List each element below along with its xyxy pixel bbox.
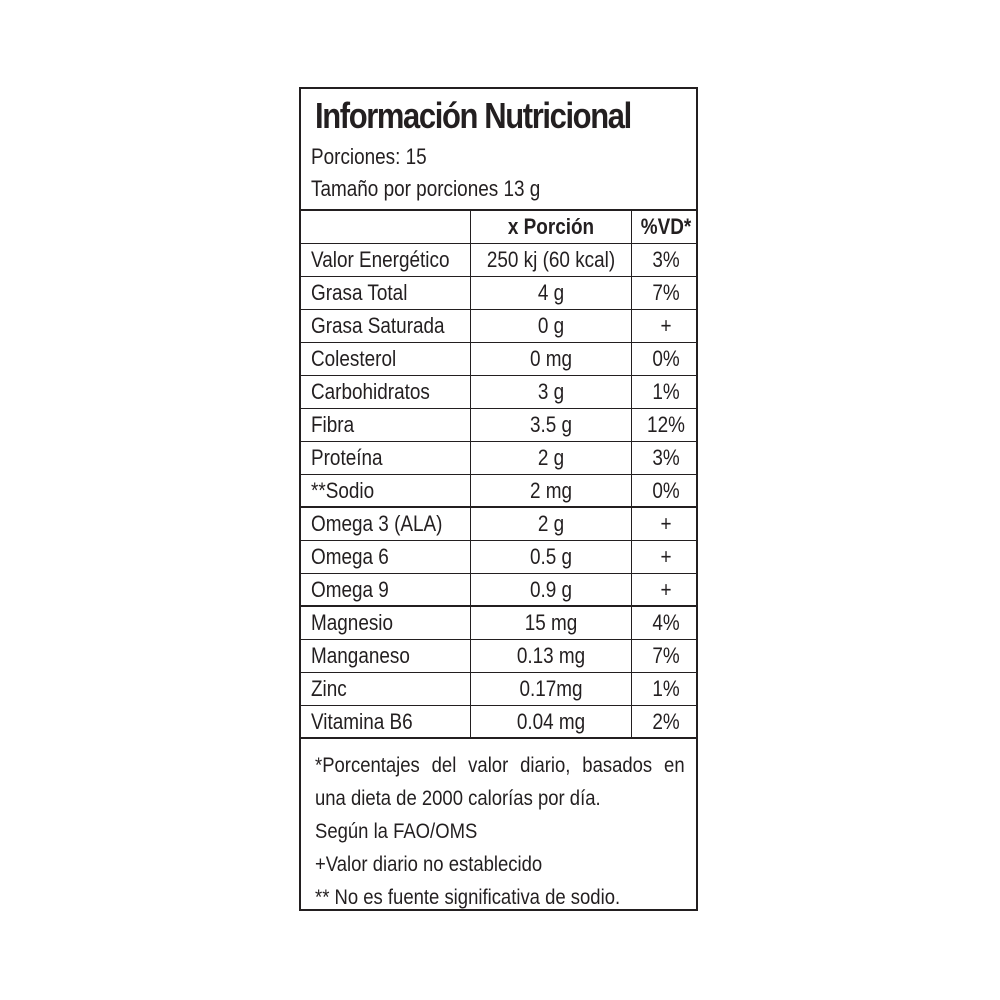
nutrient-amount: 3 g: [537, 379, 565, 404]
table-row: [301, 475, 696, 508]
nutrient-amount: 250 kj (60 kcal): [486, 247, 616, 272]
header-dv: %VD*: [640, 214, 692, 239]
nutrient-name: Omega 6: [311, 544, 389, 569]
nutrient-amount: 0.17mg: [519, 676, 583, 701]
table-row: [301, 607, 696, 640]
nutrient-amount: 2 mg: [529, 478, 573, 503]
nutrient-amount: 3.5 g: [529, 412, 573, 437]
nutrient-name: Manganeso: [311, 643, 410, 668]
nutrient-dv: +: [660, 577, 672, 602]
nutrient-name: Fibra: [311, 412, 355, 437]
nutrient-dv: 1%: [652, 676, 680, 701]
nutrient-dv: 12%: [647, 412, 685, 437]
column-divider-dv: [631, 211, 632, 739]
nutrient-dv: +: [660, 313, 672, 338]
nutrient-name: Colesterol: [311, 346, 397, 371]
table-row: [301, 574, 696, 607]
nutrient-dv: 7%: [652, 643, 680, 668]
nutrient-amount: 15 mg: [524, 610, 578, 635]
nutrient-name: Omega 3 (ALA): [311, 511, 443, 536]
nutrient-name: Omega 9: [311, 577, 389, 602]
nutrient-amount: 0.5 g: [529, 544, 573, 569]
nutrient-dv: 7%: [652, 280, 680, 305]
footnote-sodium: ** No es fuente significativa de sodio.: [315, 886, 621, 909]
table-row: [301, 343, 696, 376]
nutrient-name: Carbohidratos: [311, 379, 430, 404]
nutrient-amount: 0.04 mg: [516, 709, 586, 734]
table-row: [301, 706, 696, 739]
table-row: [301, 508, 696, 541]
nutrient-dv: 0%: [652, 346, 680, 371]
nutrition-facts-label: [299, 87, 698, 911]
label-title: Información Nutricional: [315, 95, 631, 136]
nutrient-amount: 2 g: [537, 511, 565, 536]
nutrient-amount: 0 g: [537, 313, 565, 338]
nutrient-dv: +: [660, 511, 672, 536]
table-row: [301, 277, 696, 310]
table-row: [301, 310, 696, 343]
footnote-diet: una dieta de 2000 calorías por día.: [315, 787, 601, 810]
nutrient-amount: 0.13 mg: [516, 643, 586, 668]
footnote-dv-basis: *Porcentajes del valor diario, basados en: [315, 754, 685, 777]
nutrient-name: Proteína: [311, 445, 383, 470]
nutrient-dv: 3%: [652, 445, 680, 470]
table-header-row: [301, 211, 696, 244]
nutrient-dv: 0%: [652, 478, 680, 503]
table-row: [301, 673, 696, 706]
table-row: [301, 376, 696, 409]
nutrient-dv: 4%: [652, 610, 680, 635]
nutrient-amount: 0.9 g: [529, 577, 573, 602]
footnote-source: Según la FAO/OMS: [315, 820, 478, 843]
footnote-not-established: +Valor diario no establecido: [315, 853, 543, 876]
title-block: [301, 89, 696, 211]
servings-text: Porciones: 15: [311, 144, 427, 169]
nutrient-dv: 2%: [652, 709, 680, 734]
nutrient-amount: 2 g: [537, 445, 565, 470]
nutrient-dv: 3%: [652, 247, 680, 272]
serving-size-text: Tamaño por porciones 13 g: [311, 176, 541, 201]
table-row: [301, 640, 696, 673]
nutrient-name: Magnesio: [311, 610, 394, 635]
nutrient-name: Grasa Saturada: [311, 313, 445, 338]
nutrient-name: **Sodio: [311, 478, 375, 503]
nutrient-name: Zinc: [311, 676, 347, 701]
nutrient-amount: 0 mg: [529, 346, 573, 371]
column-divider-amount: [470, 211, 471, 739]
nutrient-name: Vitamina B6: [311, 709, 413, 734]
footnotes: [301, 739, 696, 914]
nutrient-name: Grasa Total: [311, 280, 408, 305]
table-row: [301, 442, 696, 475]
nutrient-name: Valor Energético: [311, 247, 450, 272]
table-row: [301, 244, 696, 277]
nutrient-dv: 1%: [652, 379, 680, 404]
header-amount: x Porción: [507, 214, 595, 239]
nutrient-amount: 4 g: [537, 280, 565, 305]
table-row: [301, 541, 696, 574]
nutrient-dv: +: [660, 544, 672, 569]
table-row: [301, 409, 696, 442]
